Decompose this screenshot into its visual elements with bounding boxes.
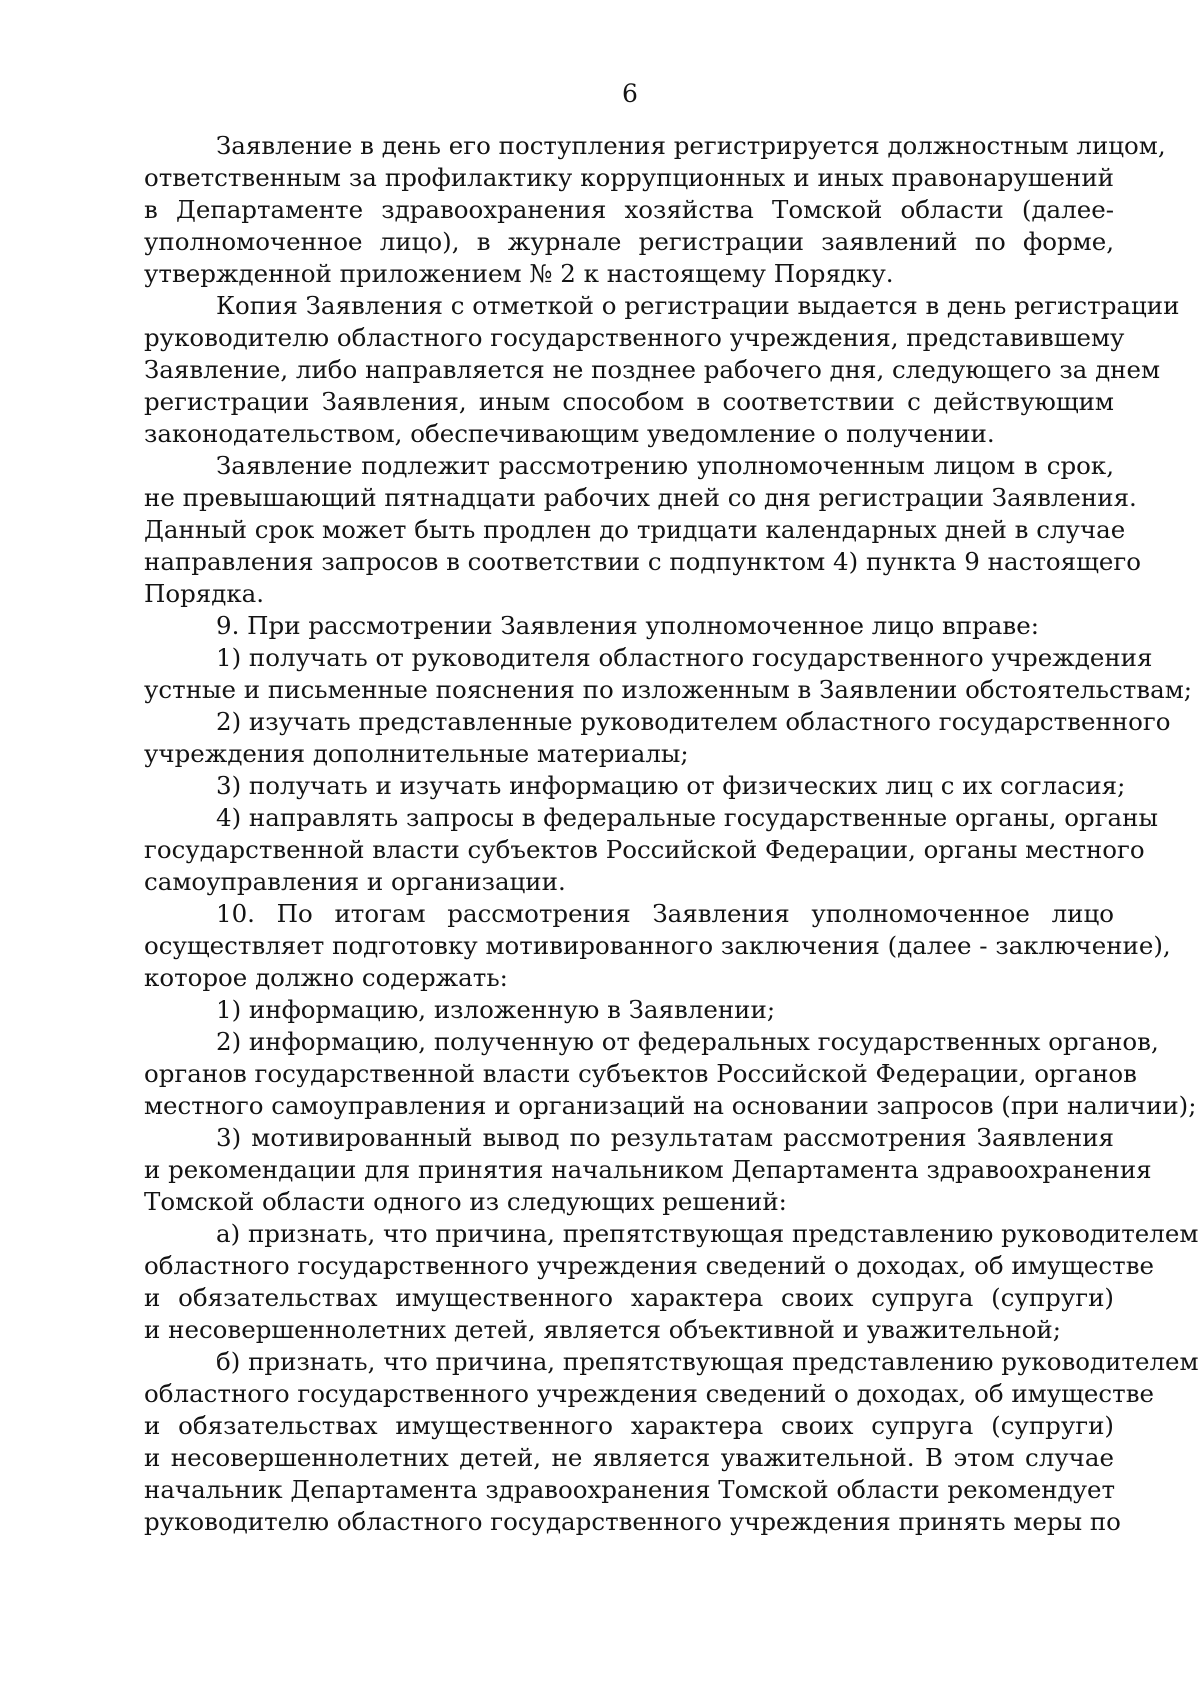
paragraph-p11 [144, 1026, 1197, 1122]
page-number: 6 [622, 79, 638, 108]
text-line: Копия Заявления с отметкой о регистрации выдается в день регистрации [216, 291, 1180, 320]
text-line: в Департаменте здравоохранения хозяйства Томской области (далее- [144, 195, 1114, 224]
text-line: 1) получать от руководителя областного государственного учреждения [216, 643, 1153, 672]
text-line: 10. По итогам рассмотрения Заявления уполномоченное лицо [216, 899, 1114, 928]
text-line: Томской области одного из следующих решений: [144, 1187, 787, 1216]
text-line: 9. При рассмотрении Заявления уполномоченное лицо вправе: [216, 611, 1039, 640]
text-line: местного самоуправления и организаций на основании запросов (при наличии); [144, 1091, 1197, 1120]
text-line: и рекомендации для принятия начальником Департамента здравоохранения [144, 1155, 1152, 1184]
text-line: Заявление в день его поступления регистрируется должностным лицом, [216, 131, 1166, 160]
text-line: б) признать, что причина, препятствующая представлению руководителем [216, 1347, 1199, 1376]
text-line: утвержденной приложением № 2 к настоящему Порядку. [144, 259, 894, 288]
document-body [144, 130, 1199, 1538]
paragraph-p2 [144, 290, 1180, 450]
text-line: областного государственного учреждения сведений о доходах, об имуществе [144, 1251, 1155, 1280]
text-line: Заявление, либо направляется не позднее рабочего дня, следующего за днем [144, 355, 1161, 384]
paragraph-p8 [144, 802, 1158, 898]
text-line: 4) направлять запросы в федеральные государственные органы, органы [216, 803, 1158, 832]
text-line: и обязательствах имущественного характера своих супруга (супруги) [144, 1411, 1114, 1440]
text-line: 2) информацию, полученную от федеральных государственных органов, [216, 1027, 1159, 1056]
text-line: уполномоченное лицо), в журнале регистрации заявлений по форме, [144, 227, 1114, 256]
text-line: 2) изучать представленные руководителем областного государственного [216, 707, 1171, 736]
paragraph-p13 [144, 1218, 1199, 1346]
text-line: законодательством, обеспечивающим уведомление о получении. [144, 419, 995, 448]
paragraph-p5 [144, 642, 1193, 706]
text-line: 3) получать и изучать информацию от физических лиц с их согласия; [216, 771, 1126, 800]
text-line: осуществляет подготовку мотивированного заключения (далее - заключение), [144, 931, 1171, 960]
text-line: направления запросов в соответствии с подпунктом 4) пункта 9 настоящего [144, 547, 1141, 576]
text-line: начальник Департамента здравоохранения Томской области рекомендует [144, 1475, 1116, 1504]
text-line: ответственным за профилактику коррупционных и иных правонарушений [144, 163, 1114, 192]
paragraph-p7 [144, 770, 1126, 802]
text-line: Заявление подлежит рассмотрению уполномоченным лицом в срок, [216, 451, 1114, 480]
paragraph-p3 [144, 450, 1141, 610]
text-line: руководителю областного государственного учреждения принять меры по [144, 1507, 1121, 1536]
text-line: а) признать, что причина, препятствующая представлению руководителем [216, 1219, 1199, 1248]
text-line: самоуправления и организации. [144, 867, 566, 896]
text-line: 1) информацию, изложенную в Заявлении; [216, 995, 776, 1024]
text-line: Данный срок может быть продлен до тридцати календарных дней в случае [144, 515, 1126, 544]
text-line: руководителю областного государственного учреждения, представившему [144, 323, 1125, 352]
text-line: регистрации Заявления, иным способом в соответствии с действующим [144, 387, 1114, 416]
text-line: 3) мотивированный вывод по результатам рассмотрения Заявления [216, 1123, 1114, 1152]
text-line: устные и письменные пояснения по изложенным в Заявлении обстоятельствам; [144, 675, 1193, 704]
paragraph-p1 [144, 130, 1166, 290]
text-line: которое должно содержать: [144, 963, 508, 992]
text-line: и обязательствах имущественного характера своих супруга (супруги) [144, 1283, 1114, 1312]
text-line: Порядка. [144, 579, 265, 608]
text-line: областного государственного учреждения сведений о доходах, об имуществе [144, 1379, 1155, 1408]
text-line: органов государственной власти субъектов Российской Федерации, органов [144, 1059, 1137, 1088]
text-line: государственной власти субъектов Российской Федерации, органы местного [144, 835, 1145, 864]
paragraph-p10 [144, 994, 1114, 1026]
paragraph-p9 [144, 898, 1171, 994]
paragraph-p12 [144, 1122, 1152, 1218]
text-line: не превышающий пятнадцати рабочих дней со дня регистрации Заявления. [144, 483, 1137, 512]
paragraph-p14 [144, 1346, 1199, 1538]
text-line: и несовершеннолетних детей, является объективной и уважительной; [144, 1315, 1061, 1344]
text-line: учреждения дополнительные материалы; [144, 739, 689, 768]
paragraph-p6 [144, 706, 1171, 770]
text-line: и несовершеннолетних детей, не является уважительной. В этом случае [144, 1443, 1114, 1472]
paragraph-p4 [144, 610, 1114, 642]
